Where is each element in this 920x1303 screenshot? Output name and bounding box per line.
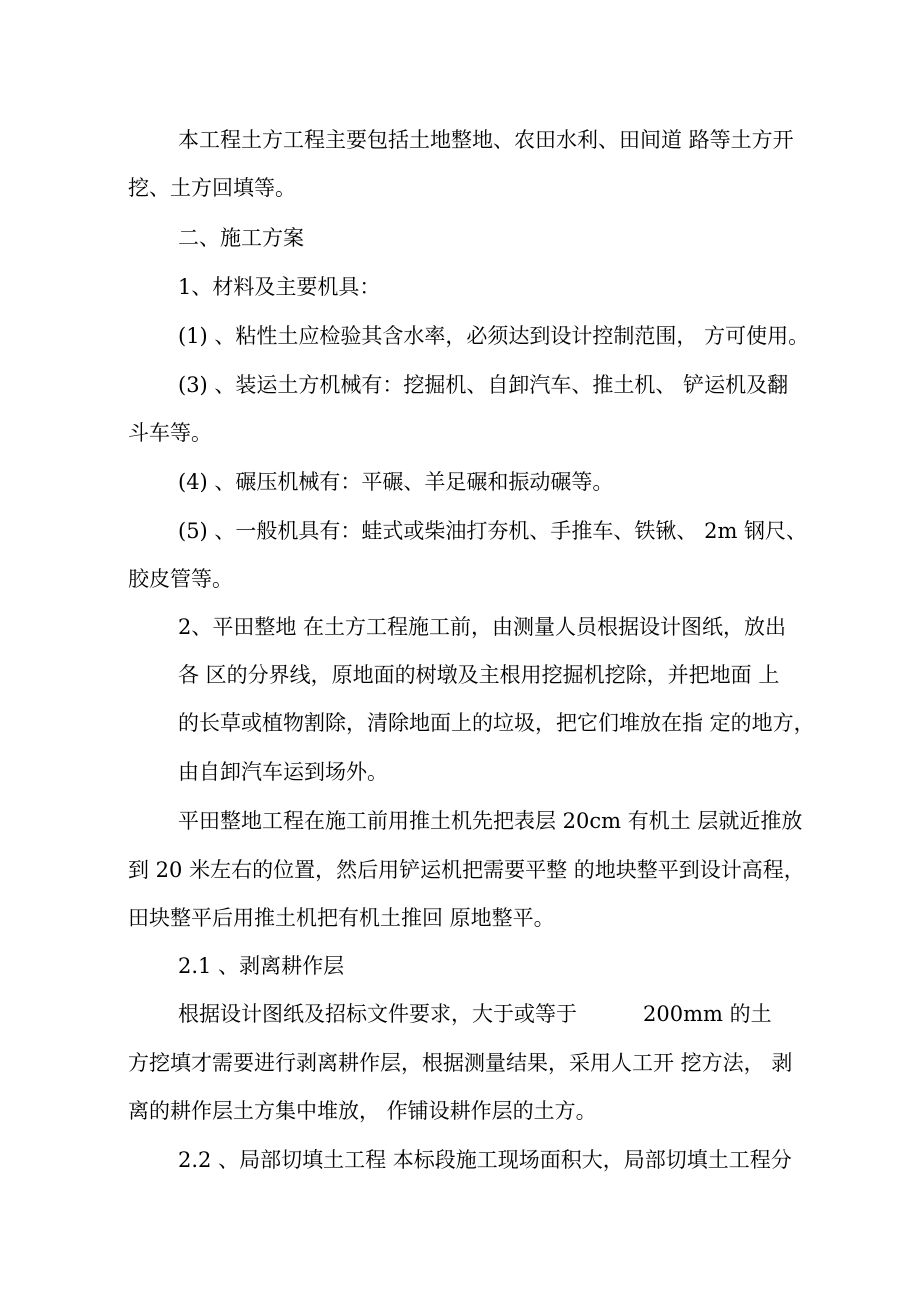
paragraph-line-fragment: 200mm 的土 xyxy=(643,1002,772,1026)
list-item: (5) 、一般机具有：蛙式或柴油打夯机、手推车、铁锹、 2m 钢尺、 xyxy=(178,519,808,543)
paragraph-line: 方挖填才需要进行剥离耕作层，根据测量结果，采用人工开 挖方法， 剥 xyxy=(128,1051,793,1075)
paragraph-line: 由自卸汽车运到场外。 xyxy=(178,760,388,784)
paragraph-line: 2、平田整地 在土方工程施工前，由测量人员根据设计图纸，放出 xyxy=(178,615,787,639)
paragraph-line: 田块整平后用推土机把有机土推回 原地整平。 xyxy=(128,906,555,930)
paragraph-line: 到 20 米左右的位置，然后用铲运机把需要平整 的地块整平到设计高程， xyxy=(128,858,805,882)
paragraph-line: 离的耕作层土方集中堆放， 作铺设耕作层的土方。 xyxy=(128,1099,597,1123)
paragraph-line: 本工程土方工程主要包括土地整地、农田水利、田间道 路等土方开 xyxy=(178,128,794,152)
section-heading: 2.2 、局部切填土工程 本标段施工现场面积大，局部切填土工程分 xyxy=(178,1148,792,1172)
subsection-heading: 1、材料及主要机具： xyxy=(178,275,381,299)
list-item: (3) 、装运土方机械有：挖掘机、自卸汽车、推土机、 铲运机及翻 xyxy=(178,373,789,397)
section-heading: 二、施工方案 xyxy=(178,226,304,250)
list-item-continuation: 斗车等。 xyxy=(128,421,212,445)
paragraph-line: 根据设计图纸及招标文件要求，大于或等于 xyxy=(178,1002,577,1026)
list-item: (4) 、碾压机械有：平碾、羊足碾和振动碾等。 xyxy=(178,470,614,494)
paragraph-line: 挖、土方回填等。 xyxy=(128,176,296,200)
list-item: (1) 、粘性土应检验其含水率，必须达到设计控制范围， 方可使用。 xyxy=(178,324,810,348)
section-heading: 2.1 、剥离耕作层 xyxy=(178,954,345,978)
paragraph-line: 的长草或植物割除，清除地面上的垃圾，把它们堆放在指 定的地方， xyxy=(178,711,815,735)
paragraph-line: 平田整地工程在施工前用推土机先把表层 20cm 有机土 层就近推放 xyxy=(178,809,803,833)
list-item-continuation: 胶皮管等。 xyxy=(128,567,233,591)
paragraph-line: 各 区的分界线，原地面的树墩及主根用挖掘机挖除，并把地面 上 xyxy=(178,663,780,687)
